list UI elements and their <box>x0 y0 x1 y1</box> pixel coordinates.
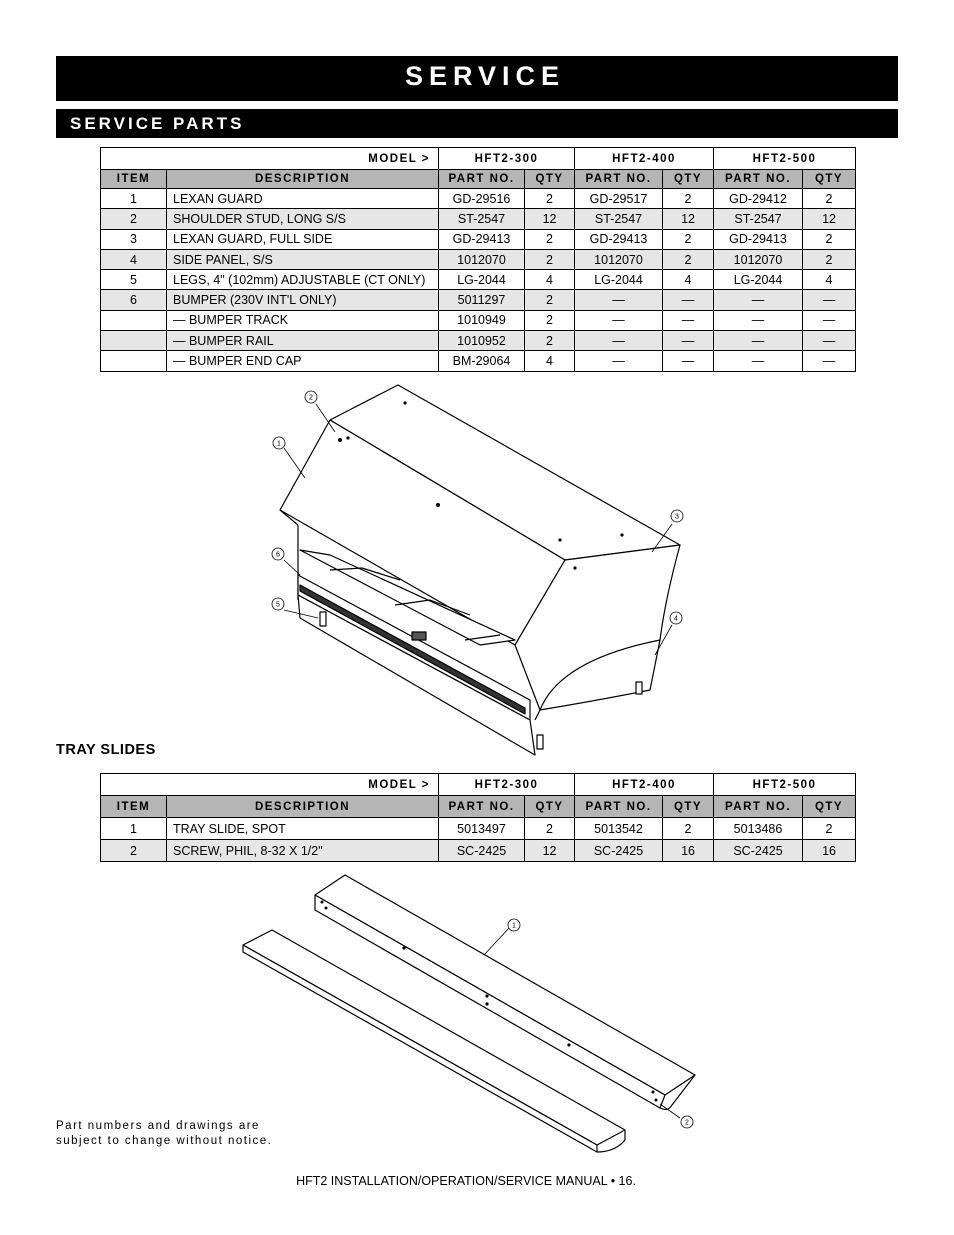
description-cell: SHOULDER STUD, LONG S/S <box>167 209 439 229</box>
tray-slides-table <box>100 773 856 862</box>
header-qty: QTY <box>803 170 856 189</box>
qty-cell: — <box>663 331 714 351</box>
description-cell: LEGS, 4" (102mm) ADJUSTABLE (CT ONLY) <box>167 270 439 290</box>
qty-cell: 2 <box>525 189 575 209</box>
qty-cell: — <box>803 331 856 351</box>
part-cell: SC-2425 <box>439 840 525 862</box>
header-item: ITEM <box>101 170 167 189</box>
header-description: DESCRIPTION <box>167 796 439 818</box>
description-cell: — BUMPER TRACK <box>167 310 439 330</box>
header-part-no: PART NO. <box>439 796 525 818</box>
callout-6: 6 <box>276 551 280 559</box>
header-qty: QTY <box>803 796 856 818</box>
qty-cell: 2 <box>525 229 575 249</box>
header-part-no: PART NO. <box>575 796 663 818</box>
part-cell: SC-2425 <box>714 840 803 862</box>
part-cell: ST-2547 <box>714 209 803 229</box>
description-cell: — BUMPER RAIL <box>167 331 439 351</box>
qty-cell: 16 <box>663 840 714 862</box>
description-cell: SIDE PANEL, S/S <box>167 249 439 269</box>
part-cell: GD-29413 <box>714 229 803 249</box>
header-part-no: PART NO. <box>575 170 663 189</box>
description-cell: TRAY SLIDE, SPOT <box>167 818 439 840</box>
qty-cell: 2 <box>663 189 714 209</box>
part-cell: LG-2044 <box>575 270 663 290</box>
part-cell: SC-2425 <box>575 840 663 862</box>
description-cell: SCREW, PHIL, 8-32 X 1/2" <box>167 840 439 862</box>
part-cell: 5013486 <box>714 818 803 840</box>
header-row <box>101 796 856 818</box>
qty-cell: 4 <box>803 270 856 290</box>
qty-cell: 16 <box>803 840 856 862</box>
description-cell: LEXAN GUARD <box>167 189 439 209</box>
qty-cell: 12 <box>525 209 575 229</box>
tray-slides-drawing <box>230 865 710 1155</box>
header-part-no: PART NO. <box>714 170 803 189</box>
part-cell: ST-2547 <box>575 209 663 229</box>
part-cell: — <box>714 310 803 330</box>
change-notice-line-2: subject to change without notice. <box>56 1135 273 1147</box>
item-cell: 1 <box>101 818 167 840</box>
table-row <box>101 209 856 229</box>
callout-2: 2 <box>685 1119 689 1127</box>
part-cell: 1012070 <box>714 249 803 269</box>
qty-cell: 2 <box>525 290 575 310</box>
part-cell: GD-29413 <box>439 229 525 249</box>
callout-4: 4 <box>674 615 678 623</box>
qty-cell: — <box>663 290 714 310</box>
table-row <box>101 310 856 330</box>
qty-cell: 2 <box>803 818 856 840</box>
part-cell: 1010952 <box>439 331 525 351</box>
item-cell <box>101 331 167 351</box>
part-cell: 5013542 <box>575 818 663 840</box>
description-cell: LEXAN GUARD, FULL SIDE <box>167 229 439 249</box>
table-row <box>101 249 856 269</box>
item-cell: 2 <box>101 209 167 229</box>
qty-cell: 2 <box>803 189 856 209</box>
qty-cell: 2 <box>525 331 575 351</box>
qty-cell: — <box>663 310 714 330</box>
header-description: DESCRIPTION <box>167 170 439 189</box>
part-cell: — <box>575 351 663 371</box>
cabinet-parts-drawing <box>260 380 700 760</box>
callout-2: 2 <box>309 394 313 402</box>
qty-cell: — <box>803 290 856 310</box>
qty-cell: 2 <box>663 818 714 840</box>
header-qty: QTY <box>663 796 714 818</box>
qty-cell: — <box>803 310 856 330</box>
part-cell: 1012070 <box>439 249 525 269</box>
page-footer <box>0 1174 954 1188</box>
item-cell <box>101 351 167 371</box>
table-row <box>101 331 856 351</box>
header-qty: QTY <box>663 170 714 189</box>
part-cell: — <box>714 331 803 351</box>
callout-3: 3 <box>675 513 679 521</box>
qty-cell: 2 <box>525 818 575 840</box>
model-hft2-500: HFT2-500 <box>714 148 856 170</box>
model-hft2-300: HFT2-300 <box>439 148 575 170</box>
item-cell: 5 <box>101 270 167 290</box>
header-row <box>101 170 856 189</box>
model-hft2-500: HFT2-500 <box>714 774 856 796</box>
qty-cell: 12 <box>663 209 714 229</box>
service-parts-table <box>100 147 856 372</box>
part-cell: 5011297 <box>439 290 525 310</box>
part-cell: BM-29064 <box>439 351 525 371</box>
callout-5: 5 <box>276 601 280 609</box>
qty-cell: 2 <box>803 249 856 269</box>
qty-cell: 2 <box>803 229 856 249</box>
service-parts-banner <box>56 109 898 138</box>
service-banner <box>56 56 898 101</box>
section-title: SERVICE PARTS <box>70 114 245 133</box>
part-cell: 1012070 <box>575 249 663 269</box>
qty-cell: 12 <box>525 840 575 862</box>
item-cell: 1 <box>101 189 167 209</box>
part-cell: — <box>575 290 663 310</box>
header-part-no: PART NO. <box>439 170 525 189</box>
qty-cell: 2 <box>663 229 714 249</box>
part-cell: ST-2547 <box>439 209 525 229</box>
change-notice <box>56 1119 272 1149</box>
callout-1: 1 <box>512 922 516 930</box>
qty-cell: 4 <box>525 351 575 371</box>
part-cell: LG-2044 <box>439 270 525 290</box>
qty-cell: 4 <box>663 270 714 290</box>
table-row <box>101 290 856 310</box>
table-row <box>101 189 856 209</box>
item-cell: 4 <box>101 249 167 269</box>
part-cell: — <box>575 331 663 351</box>
part-cell: GD-29412 <box>714 189 803 209</box>
part-cell: 5013497 <box>439 818 525 840</box>
qty-cell: 12 <box>803 209 856 229</box>
description-cell: — BUMPER END CAP <box>167 351 439 371</box>
banner-title: SERVICE <box>405 61 566 91</box>
header-part-no: PART NO. <box>714 796 803 818</box>
description-cell: BUMPER (230V INT'L ONLY) <box>167 290 439 310</box>
part-cell: LG-2044 <box>714 270 803 290</box>
change-notice-line-1: Part numbers and drawings are <box>56 1120 260 1132</box>
callout-1: 1 <box>277 440 281 448</box>
part-cell: GD-29517 <box>575 189 663 209</box>
footer-text: HFT2 INSTALLATION/OPERATION/SERVICE MANUAL • 16. <box>296 1174 636 1188</box>
part-cell: — <box>575 310 663 330</box>
item-cell: 2 <box>101 840 167 862</box>
model-row <box>101 148 856 170</box>
model-label: MODEL > <box>101 148 439 170</box>
header-qty: QTY <box>525 796 575 818</box>
model-hft2-400: HFT2-400 <box>575 148 714 170</box>
item-cell: 3 <box>101 229 167 249</box>
model-hft2-400: HFT2-400 <box>575 774 714 796</box>
qty-cell: 2 <box>663 249 714 269</box>
qty-cell: 4 <box>525 270 575 290</box>
part-cell: GD-29413 <box>575 229 663 249</box>
qty-cell: 2 <box>525 249 575 269</box>
header-qty: QTY <box>525 170 575 189</box>
model-row <box>101 774 856 796</box>
table-row <box>101 840 856 862</box>
table-row <box>101 818 856 840</box>
table-row <box>101 229 856 249</box>
part-cell: GD-29516 <box>439 189 525 209</box>
qty-cell: 2 <box>525 310 575 330</box>
qty-cell: — <box>663 351 714 371</box>
model-label: MODEL > <box>101 774 439 796</box>
model-hft2-300: HFT2-300 <box>439 774 575 796</box>
part-cell: 1010949 <box>439 310 525 330</box>
qty-cell: — <box>803 351 856 371</box>
item-cell: 6 <box>101 290 167 310</box>
part-cell: — <box>714 351 803 371</box>
part-cell: — <box>714 290 803 310</box>
tray-slides-title: TRAY SLIDES <box>56 742 156 758</box>
table-row <box>101 351 856 371</box>
table-row <box>101 270 856 290</box>
header-item: ITEM <box>101 796 167 818</box>
item-cell <box>101 310 167 330</box>
